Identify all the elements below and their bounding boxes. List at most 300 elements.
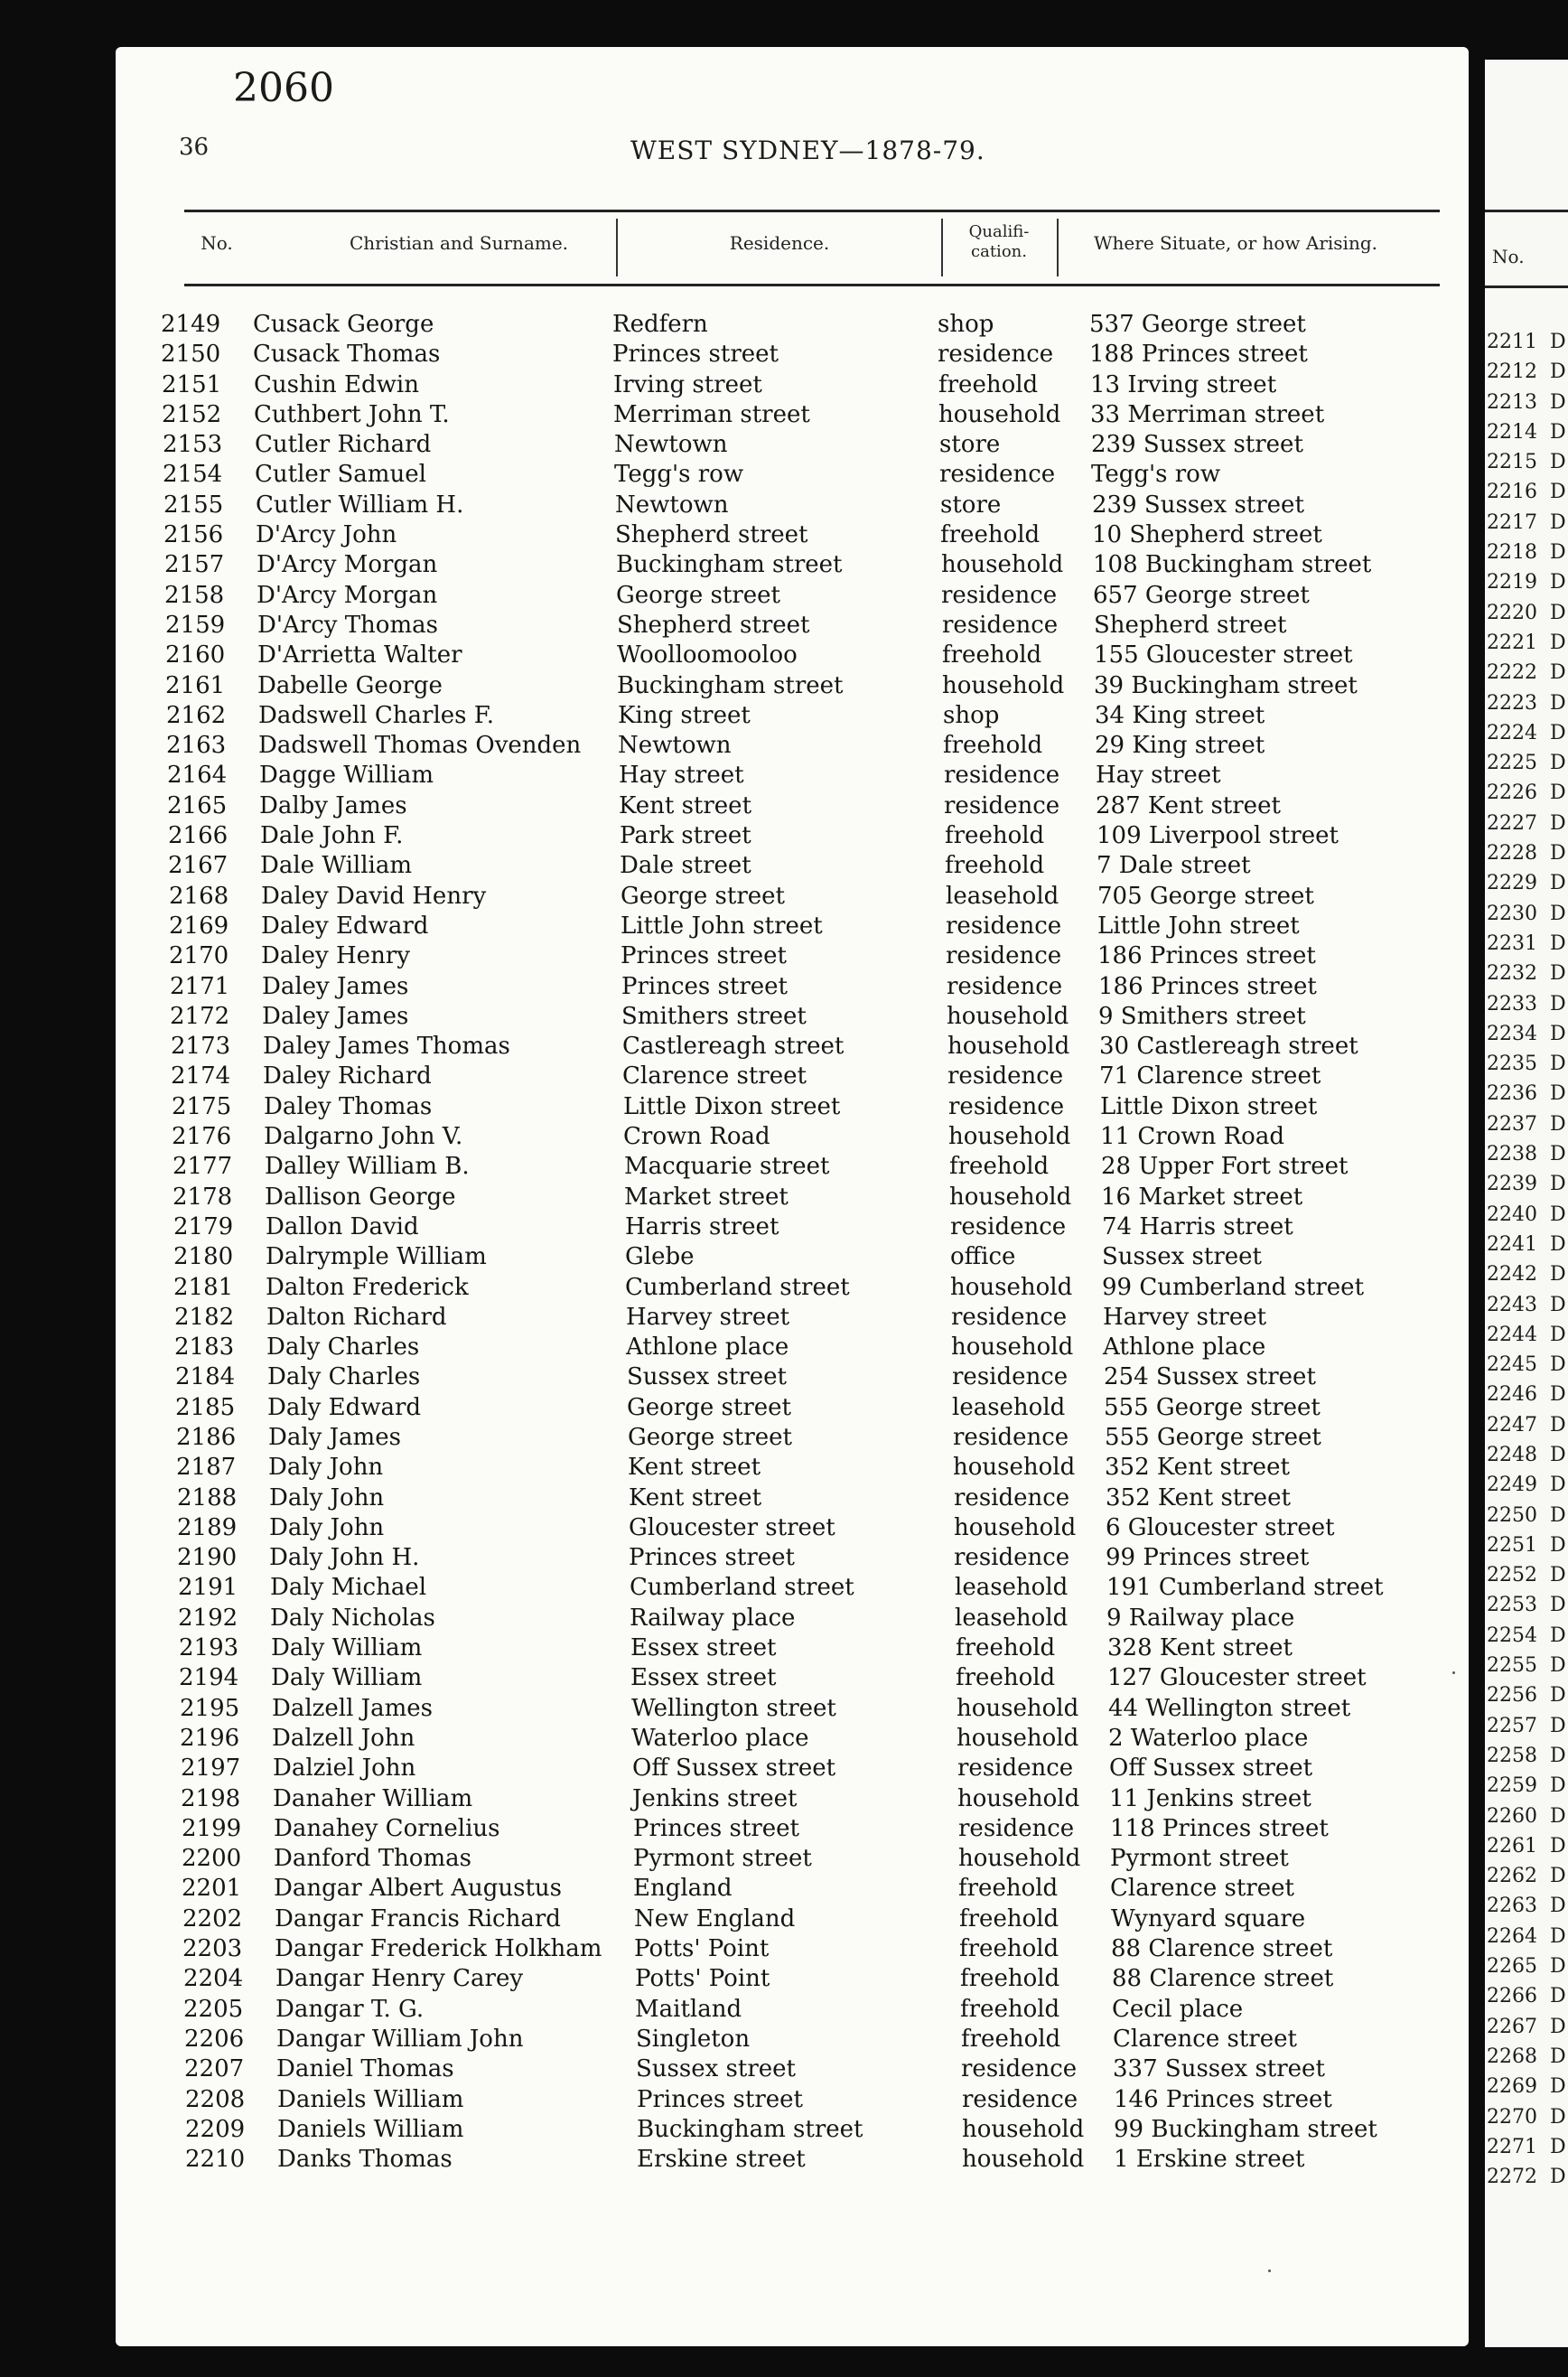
table-row xyxy=(116,672,1469,702)
table-row xyxy=(116,912,1469,942)
page-number: 36 xyxy=(179,134,210,161)
cell-where: 328 Kent street xyxy=(1107,1634,1293,1662)
adjacent-cell-no: 2258 xyxy=(1487,1744,1537,1767)
cell-no: 2175 xyxy=(172,1092,232,1120)
adjacent-cell-initial: D xyxy=(1550,1924,1566,1948)
cell-name: D'Arcy Thomas xyxy=(257,611,438,639)
cell-qualification: freehold xyxy=(961,2025,1061,2053)
adjacent-cell-no: 2222 xyxy=(1487,661,1537,685)
adjacent-cell-no: 2228 xyxy=(1487,842,1537,866)
cell-name: Dabelle George xyxy=(257,671,443,699)
adjacent-row xyxy=(1485,421,1568,451)
cell-name: Daly William xyxy=(271,1664,423,1692)
adjacent-cell-initial: D xyxy=(1550,1744,1566,1767)
cell-where: 657 George street xyxy=(1093,581,1310,609)
table-row xyxy=(116,732,1469,762)
adjacent-row xyxy=(1485,1233,1568,1263)
cell-qualification: household xyxy=(938,400,1061,428)
cell-residence: Macquarie street xyxy=(624,1153,830,1181)
cell-name: Daley James Thomas xyxy=(263,1033,510,1061)
table-row xyxy=(116,641,1469,671)
adjacent-cell-initial: D xyxy=(1550,541,1566,565)
adjacent-cell-no: 2224 xyxy=(1487,721,1537,744)
cell-qualification: household xyxy=(957,1724,1079,1752)
cell-name: Dalgarno John V. xyxy=(264,1123,463,1151)
adjacent-cell-no: 2266 xyxy=(1487,1985,1537,2008)
table-row xyxy=(116,491,1469,521)
cell-where: 16 Market street xyxy=(1101,1183,1303,1211)
adjacent-cell-initial: D xyxy=(1550,1022,1566,1045)
cell-qualification: residence xyxy=(942,611,1059,639)
cell-no: 2190 xyxy=(177,1544,238,1572)
adjacent-row xyxy=(1485,722,1568,752)
adjacent-cell-initial: D xyxy=(1550,931,1566,955)
cell-where: Cecil place xyxy=(1112,1995,1244,2023)
table-row xyxy=(116,431,1469,461)
column-divider xyxy=(616,219,618,276)
header-bottom-rule xyxy=(184,284,1440,286)
cell-where: 13 Irving street xyxy=(1090,370,1277,398)
cell-residence: Potts' Point xyxy=(634,1935,770,1963)
table-row xyxy=(116,1725,1469,1755)
cell-qualification: household xyxy=(957,1784,1080,1812)
cell-name: Daly John xyxy=(269,1483,385,1511)
adjacent-cell-no: 2272 xyxy=(1487,2166,1537,2189)
adjacent-row xyxy=(1485,2045,1568,2075)
adjacent-cell-no: 2252 xyxy=(1487,1564,1537,1587)
header-top-rule xyxy=(184,210,1440,212)
adjacent-row xyxy=(1485,661,1568,691)
adjacent-cell-no: 2233 xyxy=(1487,992,1537,1015)
cell-name: Daly Charles xyxy=(267,1363,421,1391)
cell-residence: Cumberland street xyxy=(625,1273,850,1301)
cell-qualification: store xyxy=(939,431,1001,459)
cell-qualification: leasehold xyxy=(946,882,1059,910)
adjacent-cell-initial: D xyxy=(1550,1774,1566,1798)
adjacent-cell-no: 2232 xyxy=(1487,962,1537,986)
adjacent-row xyxy=(1485,1534,1568,1564)
cell-qualification: freehold xyxy=(956,1634,1056,1662)
cell-residence: Princes street xyxy=(629,1544,795,1572)
adjacent-cell-initial: D xyxy=(1550,481,1566,504)
cell-name: Daley Thomas xyxy=(264,1092,433,1120)
cell-where: Pyrmont street xyxy=(1110,1845,1289,1873)
adjacent-row xyxy=(1485,1835,1568,1865)
adjacent-row xyxy=(1485,1023,1568,1053)
table-row xyxy=(116,1093,1469,1123)
cell-residence: Newtown xyxy=(615,491,729,519)
cell-qualification: household xyxy=(962,2115,1085,2143)
adjacent-row xyxy=(1485,812,1568,842)
adjacent-cell-initial: D xyxy=(1550,1865,1566,1888)
adjacent-cell-no: 2256 xyxy=(1487,1684,1537,1708)
table-row xyxy=(116,1695,1469,1725)
cell-where: 555 George street xyxy=(1105,1423,1321,1451)
cell-name: D'Arrietta Walter xyxy=(257,641,462,669)
table-row xyxy=(116,2026,1469,2055)
adjacent-cell-initial: D xyxy=(1550,752,1566,775)
cell-qualification: household xyxy=(949,1183,1072,1211)
table-row xyxy=(116,551,1469,581)
cell-qualification: household xyxy=(947,1002,1069,1030)
cell-name: Daley Henry xyxy=(261,942,410,970)
adjacent-header-top-rule xyxy=(1485,210,1568,212)
cell-residence: Wellington street xyxy=(631,1694,836,1722)
column-header-where: Where Situate, or how Arising. xyxy=(1093,232,1377,254)
cell-name: Dangar Francis Richard xyxy=(275,1904,561,1932)
cell-name: Danks Thomas xyxy=(277,2146,453,2174)
adjacent-row xyxy=(1485,1383,1568,1413)
cell-where: 28 Upper Fort street xyxy=(1101,1153,1349,1181)
cell-name: Cutler William H. xyxy=(256,491,464,519)
cell-where: 239 Sussex street xyxy=(1092,491,1304,519)
cell-no: 2198 xyxy=(181,1784,241,1812)
adjacent-cell-no: 2215 xyxy=(1487,451,1537,474)
adjacent-row xyxy=(1485,932,1568,962)
adjacent-row xyxy=(1485,1745,1568,1774)
cell-qualification: freehold xyxy=(945,852,1045,880)
cell-where: 6 Gloucester street xyxy=(1106,1513,1335,1541)
cell-no: 2185 xyxy=(175,1393,236,1421)
adjacent-cell-initial: D xyxy=(1550,2045,1566,2068)
cell-where: 146 Princes street xyxy=(1114,2085,1332,2113)
table-row xyxy=(116,1274,1469,1304)
adjacent-cell-no: 2240 xyxy=(1487,1203,1537,1226)
cell-residence: Newtown xyxy=(614,431,728,459)
cell-qualification: freehold xyxy=(945,822,1045,850)
cell-name: Dangar Henry Carey xyxy=(275,1965,524,1993)
adjacent-row xyxy=(1485,360,1568,390)
cell-name: Daley Edward xyxy=(261,912,429,940)
cell-residence: Princes street xyxy=(621,972,788,1000)
cell-name: Dallison George xyxy=(265,1183,456,1211)
cell-where: Shepherd street xyxy=(1094,611,1287,639)
cell-where: 9 Railway place xyxy=(1106,1604,1295,1632)
adjacent-row xyxy=(1485,1263,1568,1293)
cell-qualification: freehold xyxy=(938,370,1039,398)
cell-residence: Shepherd street xyxy=(615,521,808,549)
cell-residence: Jenkins street xyxy=(632,1784,798,1812)
table-row xyxy=(116,582,1469,612)
cell-name: Dalzell James xyxy=(272,1694,433,1722)
cell-qualification: residence xyxy=(957,1755,1074,1783)
table-row xyxy=(116,1394,1469,1424)
cell-where: 88 Clarence street xyxy=(1111,1935,1333,1963)
cell-qualification: freehold xyxy=(949,1153,1050,1181)
cell-where: 10 Shepherd street xyxy=(1092,521,1322,549)
adjacent-cell-no: 2241 xyxy=(1487,1232,1537,1256)
cell-no: 2206 xyxy=(184,2025,245,2053)
cell-residence: George street xyxy=(616,581,780,609)
adjacent-row xyxy=(1485,1955,1568,1985)
adjacent-row xyxy=(1485,1113,1568,1143)
adjacent-cell-no: 2244 xyxy=(1487,1323,1537,1346)
adjacent-cell-no: 2219 xyxy=(1487,571,1537,594)
adjacent-cell-no: 2269 xyxy=(1487,2075,1537,2099)
cell-no: 2189 xyxy=(177,1513,238,1541)
cell-name: Daly Edward xyxy=(267,1393,422,1421)
table-row xyxy=(116,1664,1469,1694)
cell-no: 2156 xyxy=(163,521,224,549)
cell-qualification: household xyxy=(941,551,1064,579)
adjacent-cell-initial: D xyxy=(1550,1895,1566,1918)
cell-where: Athlone place xyxy=(1103,1334,1266,1362)
cell-where: Harvey street xyxy=(1103,1303,1267,1331)
adjacent-cell-initial: D xyxy=(1550,1654,1566,1678)
adjacent-cell-initial: D xyxy=(1550,1383,1566,1407)
cell-where: 99 Buckingham street xyxy=(1114,2115,1377,2143)
table-row xyxy=(116,1334,1469,1363)
cell-name: Dalrymple William xyxy=(266,1243,487,1271)
cell-where: 555 George street xyxy=(1104,1393,1321,1421)
cell-name: Dangar Albert Augustus xyxy=(274,1875,562,1903)
cell-qualification: household xyxy=(950,1273,1073,1301)
adjacent-cell-initial: D xyxy=(1550,691,1566,715)
adjacent-row xyxy=(1485,511,1568,541)
cell-where: 109 Liverpool street xyxy=(1097,822,1339,850)
cell-qualification: household xyxy=(954,1513,1077,1541)
cell-where: 7 Dale street xyxy=(1097,852,1251,880)
adjacent-cell-no: 2254 xyxy=(1487,1624,1537,1647)
cell-no: 2153 xyxy=(163,431,223,459)
cell-no: 2203 xyxy=(182,1935,243,1963)
cell-qualification: residence xyxy=(946,912,1062,940)
adjacent-cell-initial: D xyxy=(1550,571,1566,594)
adjacent-cell-no: 2236 xyxy=(1487,1082,1537,1106)
cell-residence: Smithers street xyxy=(621,1002,807,1030)
adjacent-cell-no: 2255 xyxy=(1487,1654,1537,1678)
cell-qualification: residence xyxy=(944,762,1060,790)
adjacent-row xyxy=(1485,903,1568,932)
adjacent-row xyxy=(1485,451,1568,481)
adjacent-row xyxy=(1485,1594,1568,1624)
table-row xyxy=(116,1634,1469,1664)
cell-no: 2196 xyxy=(180,1724,240,1752)
table-row xyxy=(116,762,1469,791)
adjacent-cell-initial: D xyxy=(1550,1173,1566,1196)
cell-qualification: shop xyxy=(938,311,994,338)
cell-no: 2184 xyxy=(175,1363,236,1391)
cell-residence: Tegg's row xyxy=(614,461,744,489)
cell-name: Cushin Edwin xyxy=(254,370,419,398)
adjacent-cell-initial: D xyxy=(1550,721,1566,744)
cell-qualification: residence xyxy=(958,1814,1075,1842)
cell-where: 186 Princes street xyxy=(1098,972,1317,1000)
cell-where: 191 Cumberland street xyxy=(1106,1574,1384,1602)
adjacent-cell-initial: D xyxy=(1550,1293,1566,1316)
cell-no: 2195 xyxy=(180,1694,240,1722)
cell-residence: Buckingham street xyxy=(617,671,844,699)
cell-where: 11 Crown Road xyxy=(1100,1123,1284,1151)
cell-name: Dale William xyxy=(260,852,412,880)
table-row xyxy=(116,1484,1469,1514)
cell-residence: Princes street xyxy=(637,2085,803,2113)
cell-name: Cuthbert John T. xyxy=(254,400,450,428)
cell-qualification: residence xyxy=(954,1483,1070,1511)
table-row xyxy=(116,1304,1469,1334)
cell-no: 2172 xyxy=(170,1002,230,1030)
table-row xyxy=(116,1213,1469,1243)
cell-name: Daly John xyxy=(268,1454,384,1482)
table-row xyxy=(116,1845,1469,1875)
cell-no: 2178 xyxy=(173,1183,233,1211)
adjacent-cell-initial: D xyxy=(1550,420,1566,444)
cell-qualification: freehold xyxy=(940,521,1041,549)
cell-no: 2204 xyxy=(183,1965,244,1993)
cell-residence: Princes street xyxy=(633,1814,799,1842)
cell-residence: Singleton xyxy=(636,2025,751,2053)
cell-where: 30 Castlereagh street xyxy=(1099,1033,1358,1061)
cell-no: 2157 xyxy=(164,551,225,579)
cell-no: 2166 xyxy=(168,822,229,850)
cell-no: 2183 xyxy=(174,1334,235,1362)
adjacent-cell-initial: D xyxy=(1550,2105,1566,2129)
adjacent-column-header-no: No. xyxy=(1492,246,1525,267)
cell-no: 2160 xyxy=(165,641,226,669)
cell-residence: Kent street xyxy=(629,1483,762,1511)
adjacent-row xyxy=(1485,1895,1568,1924)
table-row xyxy=(116,1003,1469,1033)
adjacent-cell-no: 2243 xyxy=(1487,1293,1537,1316)
cell-residence: Essex street xyxy=(630,1634,777,1662)
cell-residence: Cumberland street xyxy=(630,1574,854,1602)
cell-name: Dangar Frederick Holkham xyxy=(275,1935,602,1963)
cell-where: 186 Princes street xyxy=(1097,942,1316,970)
adjacent-row xyxy=(1485,2136,1568,2166)
adjacent-cell-no: 2223 xyxy=(1487,691,1537,715)
cell-qualification: household xyxy=(951,1334,1074,1362)
cell-name: Daniel Thomas xyxy=(276,2055,454,2083)
table-row xyxy=(116,1935,1469,1965)
cell-residence: Irving street xyxy=(613,370,762,398)
cell-no: 2197 xyxy=(181,1755,241,1783)
cell-qualification: freehold xyxy=(956,1664,1056,1692)
adjacent-row xyxy=(1485,1715,1568,1745)
cell-name: Daniels William xyxy=(277,2115,464,2143)
adjacent-row xyxy=(1485,571,1568,601)
adjacent-cell-initial: D xyxy=(1550,962,1566,986)
cell-name: Dangar T. G. xyxy=(275,1995,425,2023)
adjacent-cell-initial: D xyxy=(1550,451,1566,474)
adjacent-row xyxy=(1485,1053,1568,1082)
adjacent-cell-initial: D xyxy=(1550,1413,1566,1436)
adjacent-row xyxy=(1485,1865,1568,1895)
adjacent-cell-initial: D xyxy=(1550,1474,1566,1497)
cell-where: 352 Kent street xyxy=(1105,1454,1290,1482)
adjacent-cell-initial: D xyxy=(1550,781,1566,805)
adjacent-row xyxy=(1485,1203,1568,1233)
adjacent-cell-initial: D xyxy=(1550,1263,1566,1287)
cell-qualification: freehold xyxy=(942,641,1042,669)
table-row xyxy=(116,2086,1469,2116)
column-header-residence: Residence. xyxy=(729,232,830,254)
adjacent-cell-initial: D xyxy=(1550,1503,1566,1527)
cell-no: 2177 xyxy=(173,1153,233,1181)
adjacent-cell-initial: D xyxy=(1550,2015,1566,2038)
table-row xyxy=(116,883,1469,912)
adjacent-cell-no: 2226 xyxy=(1487,781,1537,805)
cell-residence: Castlereagh street xyxy=(622,1033,845,1061)
adjacent-cell-no: 2253 xyxy=(1487,1594,1537,1617)
adjacent-row xyxy=(1485,481,1568,510)
adjacent-row xyxy=(1485,1324,1568,1353)
column-divider xyxy=(941,219,943,276)
cell-where: 254 Sussex street xyxy=(1104,1363,1316,1391)
adjacent-cell-initial: D xyxy=(1550,631,1566,654)
cell-name: Danahey Cornelius xyxy=(274,1814,500,1842)
cell-where: 34 King street xyxy=(1095,701,1265,729)
cell-no: 2186 xyxy=(176,1423,237,1451)
adjacent-cell-no: 2227 xyxy=(1487,811,1537,835)
adjacent-cell-no: 2225 xyxy=(1487,752,1537,775)
cell-where: 74 Harris street xyxy=(1102,1212,1293,1240)
cell-qualification: residence xyxy=(951,1303,1068,1331)
adjacent-row xyxy=(1485,1294,1568,1324)
adjacent-cell-no: 2230 xyxy=(1487,902,1537,925)
cell-name: D'Arcy John xyxy=(256,521,397,549)
adjacent-cell-no: 2211 xyxy=(1487,331,1537,353)
cell-name: Daly Nicholas xyxy=(270,1604,435,1632)
cell-name: Daley James xyxy=(262,972,409,1000)
cell-residence: Sussex street xyxy=(627,1363,787,1391)
table-row xyxy=(116,341,1469,370)
cell-qualification: shop xyxy=(943,701,1000,729)
qualification-header-line2: cation. xyxy=(971,242,1027,261)
adjacent-cell-no: 2246 xyxy=(1487,1383,1537,1407)
cell-where: 337 Sussex street xyxy=(1113,2055,1325,2083)
adjacent-cell-no: 2231 xyxy=(1487,931,1537,955)
table-row xyxy=(116,521,1469,551)
cell-name: Cusack Thomas xyxy=(253,341,441,369)
cell-residence: Newtown xyxy=(618,732,732,760)
cell-name: Dangar William John xyxy=(276,2025,524,2053)
cell-no: 2159 xyxy=(165,611,226,639)
cell-name: Daly John xyxy=(269,1513,385,1541)
adjacent-cell-initial: D xyxy=(1550,1624,1566,1647)
adjacent-cell-initial: D xyxy=(1550,1082,1566,1106)
cell-qualification: freehold xyxy=(960,1995,1060,2023)
cell-qualification: residence xyxy=(962,2085,1078,2113)
adjacent-cell-initial: D xyxy=(1550,1203,1566,1226)
adjacent-cell-initial: D xyxy=(1550,842,1566,866)
cell-no: 2187 xyxy=(176,1454,237,1482)
cell-where: Wynyard square xyxy=(1111,1904,1306,1932)
adjacent-header-bottom-rule xyxy=(1485,285,1568,288)
cell-qualification: residence xyxy=(947,1062,1064,1090)
cell-residence: Waterloo place xyxy=(631,1724,809,1752)
cell-name: Dalby James xyxy=(259,791,407,819)
table-row xyxy=(116,1996,1469,2026)
adjacent-cell-initial: D xyxy=(1550,390,1566,414)
cell-qualification: store xyxy=(940,491,1002,519)
cell-residence: Athlone place xyxy=(626,1334,789,1362)
cell-residence: Erskine street xyxy=(637,2146,806,2174)
cell-residence: Princes street xyxy=(612,341,779,369)
cell-where: 239 Sussex street xyxy=(1091,431,1303,459)
cell-where: Hay street xyxy=(1096,762,1221,790)
cell-where: Tegg's row xyxy=(1091,461,1221,489)
entries-list xyxy=(116,311,1469,2176)
cell-name: Dalziel John xyxy=(273,1755,416,1783)
cell-no: 2161 xyxy=(165,671,226,699)
cell-name: Daly James xyxy=(268,1423,401,1451)
cell-no: 2207 xyxy=(184,2055,245,2083)
cell-name: D'Arcy Morgan xyxy=(257,551,438,579)
print-speck xyxy=(1452,1671,1455,1674)
adjacent-row xyxy=(1485,1564,1568,1594)
cell-qualification: residence xyxy=(946,942,1062,970)
cell-no: 2193 xyxy=(179,1634,239,1662)
